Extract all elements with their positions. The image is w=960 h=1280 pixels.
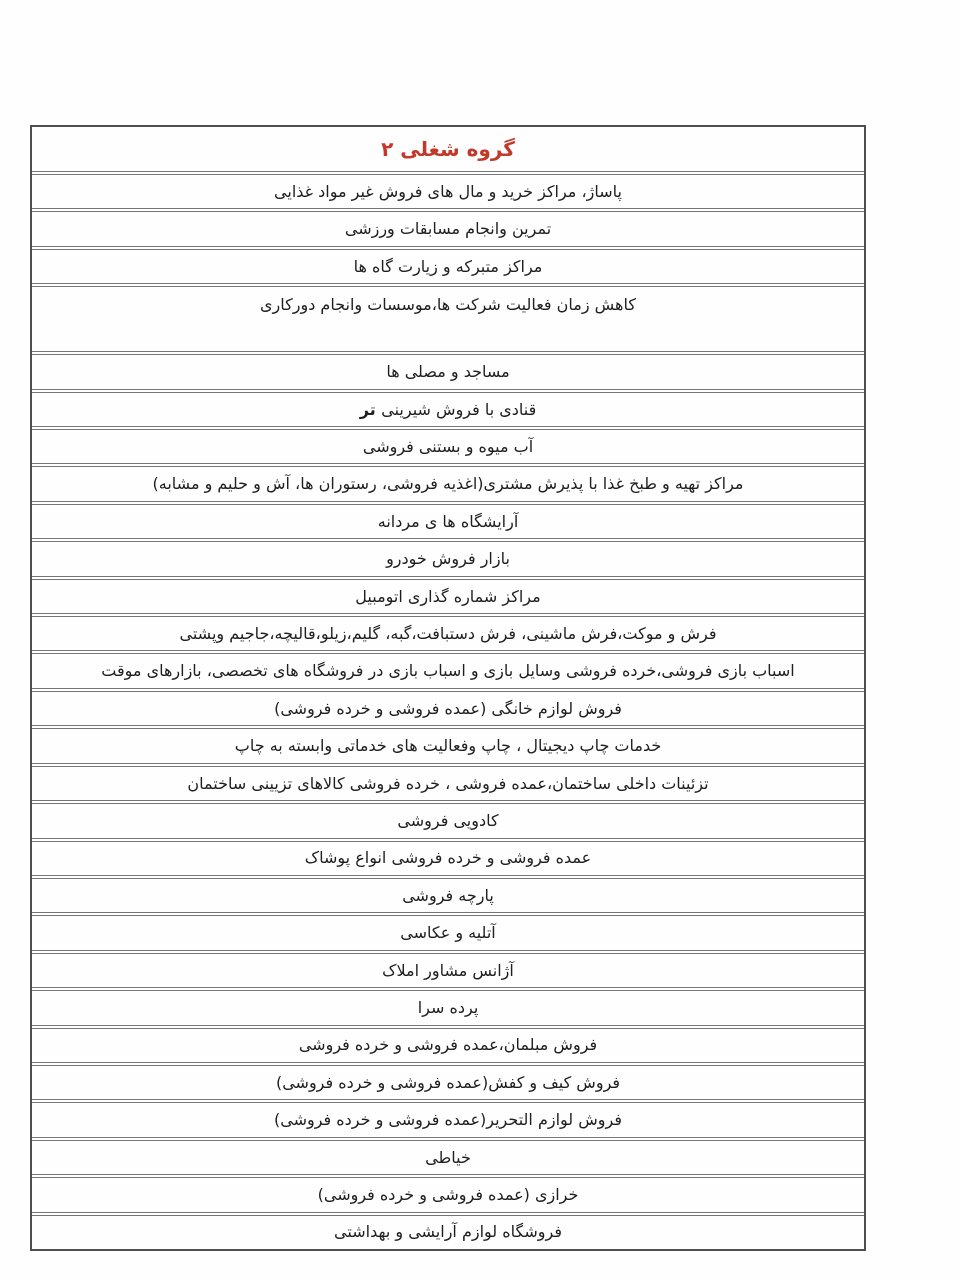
row-label: پارچه فروشی bbox=[402, 885, 494, 905]
table-row bbox=[32, 1102, 864, 1137]
row-label: خرازی (عمده فروشی و خرده فروشی) bbox=[317, 1185, 579, 1205]
row-label: آژانس مشاور املاک bbox=[382, 960, 514, 980]
table-title: گروه شغلی ۲ bbox=[381, 136, 515, 161]
row-label: تزئینات داخلی ساختمان،عمده فروشی ، خرده فروشی کالاهای تزیینی ساختمان bbox=[187, 773, 709, 793]
row-label: بازار فروش خودرو bbox=[386, 549, 510, 569]
table-row bbox=[32, 691, 864, 726]
row-label: آرایشگاه ها ی مردانه bbox=[377, 511, 519, 531]
row-label: مراکز متبرکه و زیارت گاه ها bbox=[353, 256, 543, 276]
row-label: کادویی فروشی bbox=[397, 811, 499, 830]
table-row bbox=[32, 878, 864, 913]
row-label: پاساژ، مراکز خرید و مال های فروش غیر مواد غذایی bbox=[274, 181, 622, 201]
table-row bbox=[32, 841, 864, 876]
table-row bbox=[32, 616, 864, 651]
row-label: قنادی با فروش شیرینی تر bbox=[359, 399, 537, 419]
row-label: فروش لوازم خانگی (عمده فروشی و خرده فروشی) bbox=[274, 698, 622, 718]
table-row bbox=[32, 653, 864, 688]
row-label: خیاطی bbox=[425, 1147, 471, 1167]
row-label: آب میوه و بستنی فروشی bbox=[362, 436, 534, 456]
table-row bbox=[32, 354, 864, 389]
table-row bbox=[32, 728, 864, 763]
row-label: آتلیه و عکاسی bbox=[400, 923, 496, 943]
table-row bbox=[32, 1215, 864, 1249]
row-label: اسباب بازی فروشی،خرده فروشی وسایل بازی و اسباب بازی در فروشگاه های تخصصی، بازارهای موقت bbox=[101, 661, 795, 681]
table-row bbox=[32, 915, 864, 950]
row-label: عمده فروشی و خرده فروشی انواع پوشاک bbox=[304, 848, 592, 868]
table-row bbox=[32, 286, 864, 352]
table-row bbox=[32, 1177, 864, 1212]
table-row bbox=[32, 504, 864, 539]
row-label: مراکز تهیه و طبخ غذا با پذیرش مشتری(اغذیه فروشی، رستوران ها، آش و حلیم و مشابه) bbox=[152, 474, 744, 494]
row-label: فرش و موکت،فرش ماشینی، فرش دستبافت،گبه، گلیم،زیلو،قالیچه،جاجیم وپشتی bbox=[179, 623, 717, 643]
row-label: فروشگاه لوازم آرایشی و بهداشتی bbox=[334, 1222, 562, 1242]
table-row bbox=[32, 1065, 864, 1100]
table-row bbox=[32, 1028, 864, 1063]
table-row bbox=[32, 174, 864, 209]
row-label: خدمات چاپ دیجیتال ، چاپ وفعالیت های خدماتی وابسته به چاپ bbox=[234, 736, 662, 756]
table-row bbox=[32, 953, 864, 988]
row-label-bold-tail: تر bbox=[359, 399, 382, 419]
row-label: تمرین وانجام مسابقات ورزشی bbox=[344, 219, 552, 239]
table-row bbox=[32, 429, 864, 464]
table-header-row bbox=[32, 127, 864, 172]
row-label: مراکز شماره گذاری اتومبیل bbox=[355, 586, 541, 606]
row-label: فروش لوازم التحریر(عمده فروشی و خرده فروشی) bbox=[274, 1110, 622, 1130]
row-label: مساجد و مصلی ها bbox=[386, 362, 510, 382]
table-row bbox=[32, 541, 864, 576]
table-row bbox=[32, 466, 864, 501]
table-row bbox=[32, 803, 864, 838]
row-label: فروش مبلمان،عمده فروشی و خرده فروشی bbox=[298, 1035, 598, 1055]
table-row bbox=[32, 990, 864, 1025]
table-row bbox=[32, 211, 864, 246]
row-label: فروش کیف و کفش(عمده فروشی و خرده فروشی) bbox=[275, 1072, 621, 1092]
table-row bbox=[32, 1140, 864, 1175]
row-label: پرده سرا bbox=[417, 998, 479, 1018]
table-row bbox=[32, 766, 864, 801]
table-row bbox=[32, 249, 864, 284]
table-row bbox=[32, 392, 864, 427]
table-row bbox=[32, 579, 864, 614]
job-group-table bbox=[30, 125, 866, 1251]
row-label: کاهش زمان فعالیت شرکت ها،موسسات وانجام دورکاری bbox=[260, 295, 636, 315]
